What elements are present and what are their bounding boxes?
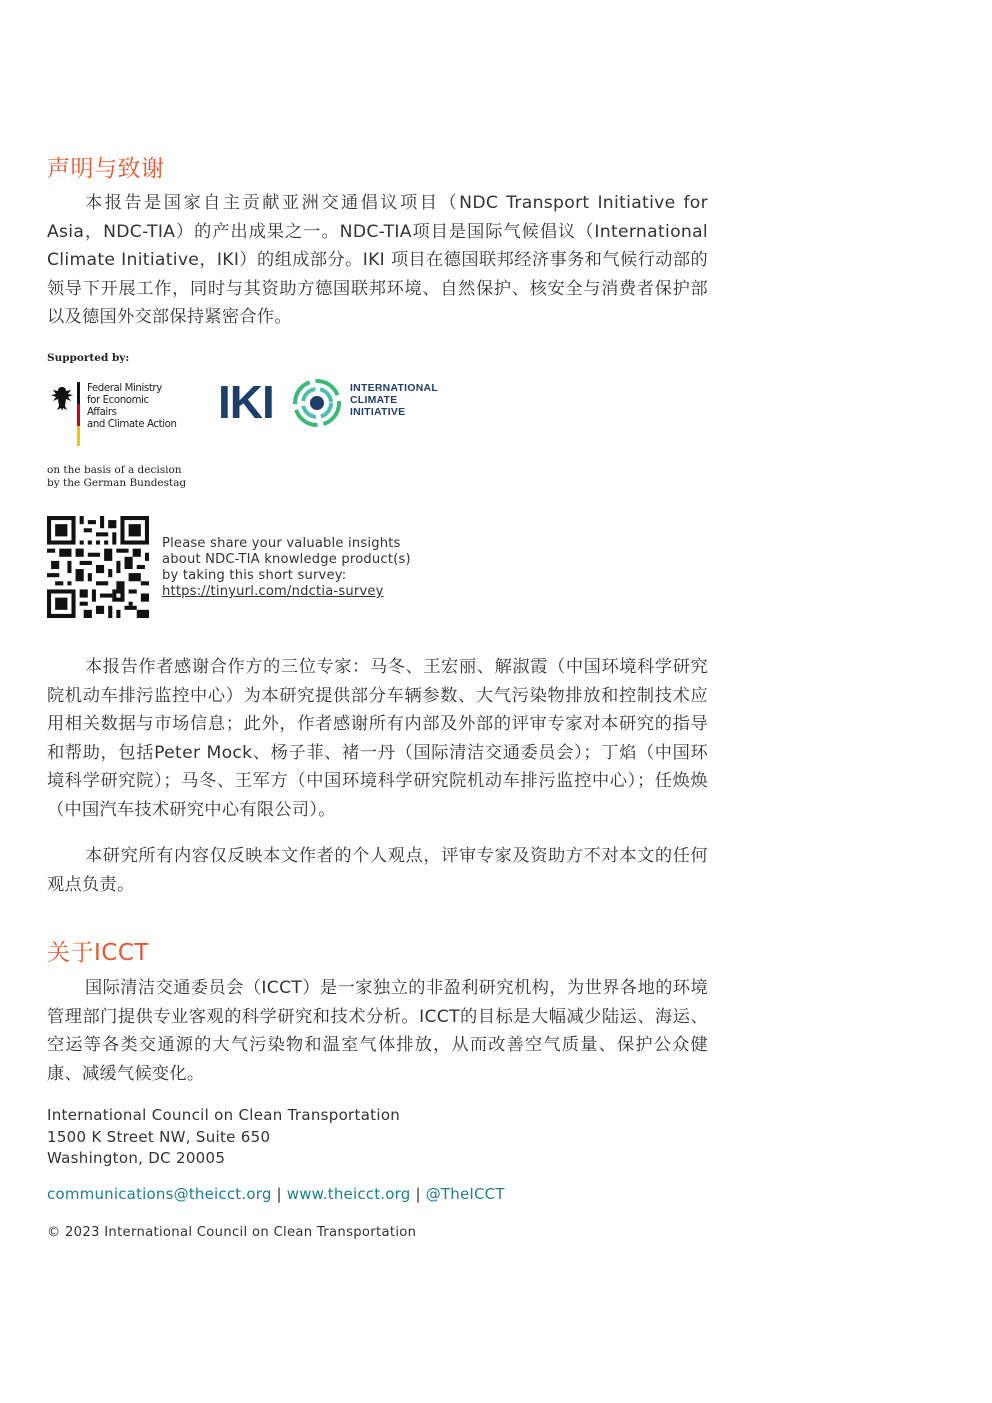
twitter-link[interactable]: @TheICCT <box>425 1185 505 1203</box>
about-heading: 关于ICCT <box>47 940 149 966</box>
iki-sub-line: CLIMATE <box>350 395 398 406</box>
iki-wordmark: IKI <box>218 376 274 428</box>
link-separator: | <box>276 1185 282 1203</box>
qr-code-icon[interactable] <box>47 516 149 618</box>
address-line: 1500 K Street NW, Suite 650 <box>47 1127 271 1146</box>
survey-link[interactable]: https://tinyurl.com/ndctia-survey <box>162 584 384 599</box>
acknowledgements-paragraph-1: 本报告是国家自主贡献亚洲交通倡议项目（NDC Transport Initiative for Asia，NDC-TIA）的产出成果之一。NDC-TIA项目是国际气候倡议（International Climate Initiative，IKI）的组成部分。IKI 项目在德国联邦经济事务和气候行动部的领导下开展工作，同时与其资助方德国联邦环境、自然保护、核安全与消费者保护部以及德国外交部保持紧密合作。 <box>47 193 708 328</box>
bmwk-logo <box>47 382 177 448</box>
about-paragraph: 国际清洁交通委员会（ICCT）是一家独立的非盈利研究机构，为世界各地的环境管理部门提供专业客观的科学研究和技术分析。ICCT的目标是大幅减少陆运、海运、空运等各类交通源的大气污染物和温室气体排放，从而改善空气质量、保护公众健康、减缓气候变化。 <box>47 978 708 1084</box>
iki-logo <box>218 376 448 430</box>
address-line: Washington, DC 20005 <box>47 1149 226 1167</box>
iki-sub-line: INTERNATIONAL <box>350 383 438 394</box>
iki-sub-line: INITIATIVE <box>350 407 406 418</box>
bundestag-line: by the German Bundestag <box>47 476 187 489</box>
bundestag-note <box>47 464 186 489</box>
ministry-line: for Economic Affairs <box>87 395 149 418</box>
supported-by-label: Supported by: <box>47 352 130 364</box>
acknowledgements-heading: 声明与致谢 <box>47 156 165 182</box>
website-link[interactable]: www.theicct.org <box>286 1185 411 1203</box>
bundestag-line: on the basis of a decision <box>47 464 182 476</box>
address-line: International Council on Clean Transportation <box>47 1106 401 1124</box>
federal-eagle-icon <box>47 384 77 414</box>
contact-links <box>47 1185 505 1203</box>
ministry-line: and Climate Action <box>87 419 177 430</box>
iki-rings-icon <box>291 377 343 429</box>
copyright: © 2023 International Council on Clean Transportation <box>47 1225 417 1240</box>
email-link[interactable]: communications@theicct.org <box>47 1185 272 1203</box>
link-separator: | <box>415 1185 421 1203</box>
survey-line: about NDC-TIA knowledge product(s) <box>162 552 411 567</box>
address-block <box>47 1105 400 1170</box>
acknowledgements-paragraph-2: 本报告作者感谢合作方的三位专家：马冬、王宏丽、解淑霞（中国环境科学研究院机动车排污监控中心）为本研究提供部分车辆参数、大气污染物排放和控制技术应用相关数据与市场信息；此外，作者感谢所有内部及外部的评审专家对本研究的指导和帮助，包括Peter Mock、杨子菲、褚一丹（国际清洁交通委员会）；丁焰（中国环境科学研究院）；马冬、王军方（中国环境科学研究院机动车排污监控中心）；任焕焕（中国汽车技术研究中心有限公司）。 <box>47 657 708 820</box>
ministry-line: Federal Ministry <box>87 383 162 394</box>
survey-prompt <box>162 536 411 600</box>
survey-line: by taking this short survey: <box>162 568 347 583</box>
acknowledgements-paragraph-3: 本研究所有内容仅反映本文作者的个人观点，评审专家及资助方不对本文的任何观点负责。 <box>47 846 708 895</box>
survey-line: Please share your valuable insights <box>162 536 401 551</box>
